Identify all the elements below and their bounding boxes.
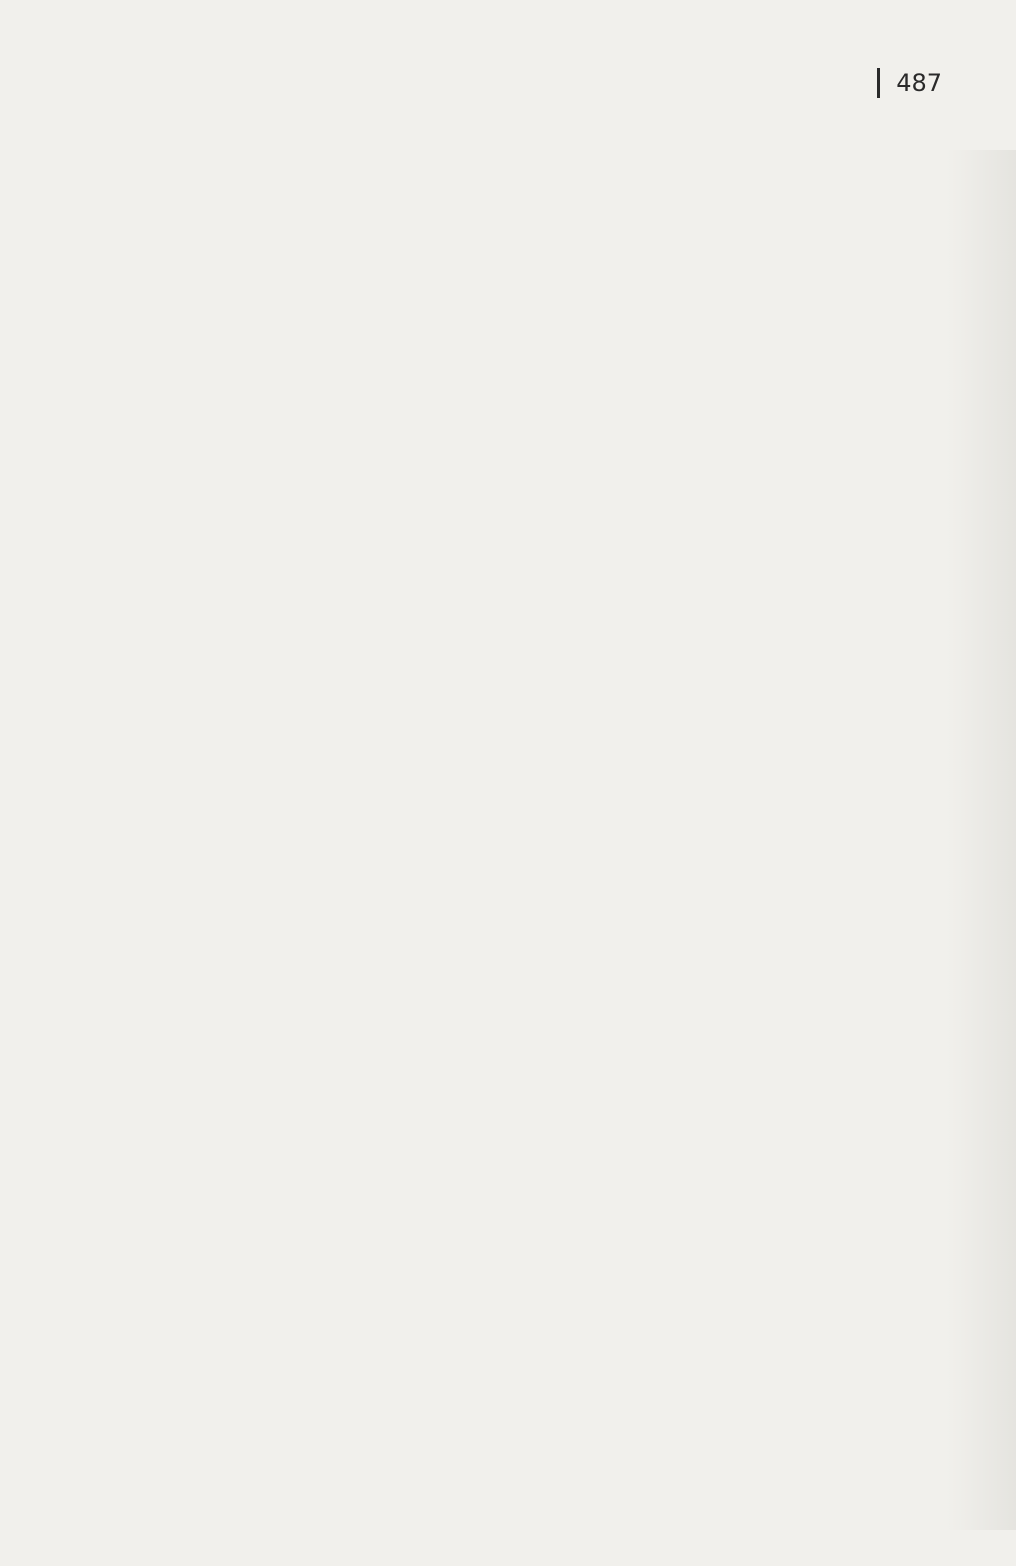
running-head (877, 68, 942, 98)
page-number: 487 (896, 69, 942, 97)
running-head-rule (877, 68, 880, 98)
facing-page-bleed (946, 150, 1016, 1530)
